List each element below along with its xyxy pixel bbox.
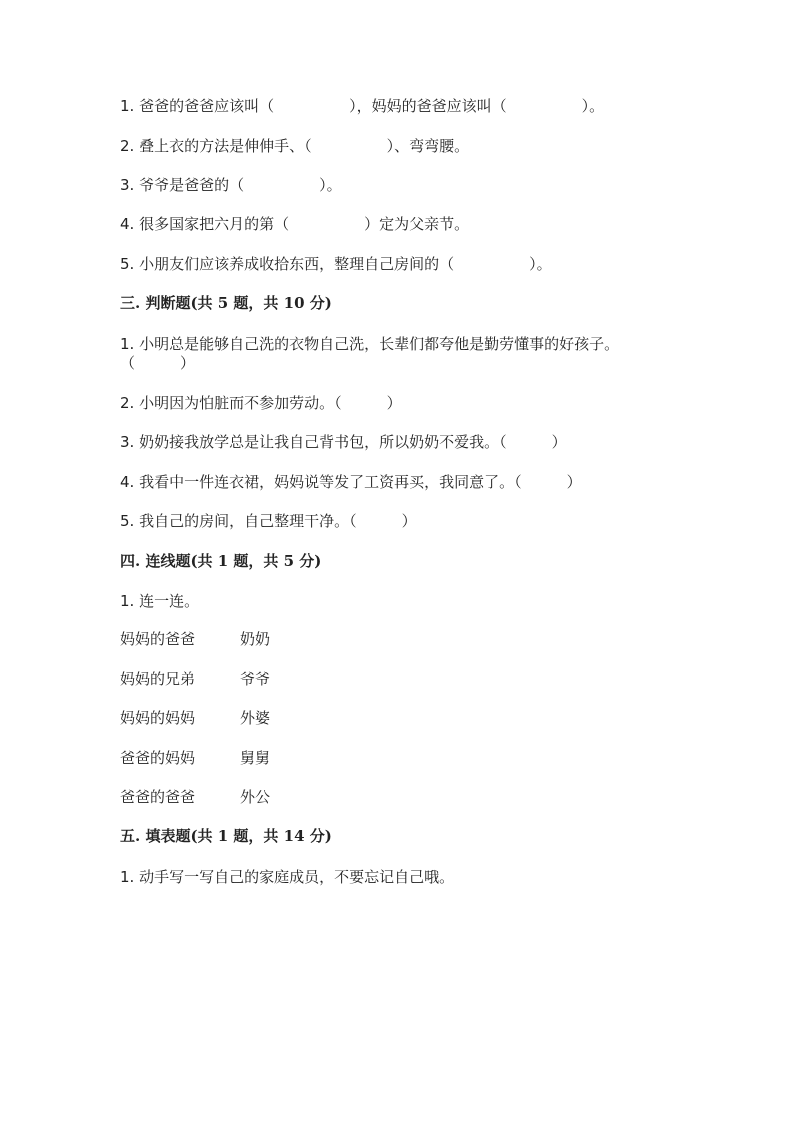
- judge-question-2: 2. 小明因为怕脏而不参加劳动。（ ）: [120, 394, 402, 412]
- matching-left-item: 爸爸的妈妈: [120, 749, 196, 767]
- matching-right-item: 爷爷: [240, 670, 271, 688]
- matching-instruction: 1. 连一连。: [120, 592, 200, 610]
- matching-right-item: 外婆: [240, 709, 271, 727]
- matching-left-item: 妈妈的爸爸: [120, 630, 196, 648]
- matching-left-item: 爸爸的爸爸: [120, 788, 196, 806]
- matching-left-item: 妈妈的妈妈: [120, 709, 196, 727]
- fill-in-question-2: 2. 叠上衣的方法是伸伸手、（ ）、弯弯腰。: [120, 137, 470, 155]
- fill-in-question-3: 3. 爷爷是爸爸的（ ）。: [120, 176, 342, 194]
- judge-question-5: 5. 我自己的房间，自己整理干净。（ ）: [120, 512, 417, 530]
- judge-question-1-blank: （ ）: [120, 354, 196, 372]
- section-heading-judge: 三. 判断题(共 5 题，共 10 分): [120, 294, 332, 312]
- matching-left-item: 妈妈的兄弟: [120, 670, 196, 688]
- fill-in-question-4: 4. 很多国家把六月的第（ ）定为父亲节。: [120, 215, 470, 233]
- judge-question-4: 4. 我看中一件连衣裙，妈妈说等发了工资再买，我同意了。（ ）: [120, 473, 582, 491]
- fill-in-question-5: 5. 小朋友们应该养成收拾东西，整理自己房间的（ ）。: [120, 255, 552, 273]
- section-heading-table: 五. 填表题(共 1 题，共 14 分): [120, 827, 332, 845]
- fill-in-question-1: 1. 爸爸的爸爸应该叫（ ），妈妈的爸爸应该叫（ ）。: [120, 97, 605, 115]
- judge-question-3: 3. 奶奶接我放学总是让我自己背书包，所以奶奶不爱我。（ ）: [120, 433, 567, 451]
- matching-right-item: 外公: [240, 788, 271, 806]
- judge-question-1: 1. 小明总是能够自己洗的衣物自己洗，长辈们都夸他是勤劳懂事的好孩子。: [120, 335, 620, 353]
- matching-right-item: 舅舅: [240, 749, 271, 767]
- section-heading-matching: 四. 连线题(共 1 题，共 5 分): [120, 552, 322, 570]
- table-question-1: 1. 动手写一写自己的家庭成员，不要忘记自己哦。: [120, 868, 455, 886]
- matching-right-item: 奶奶: [240, 630, 271, 648]
